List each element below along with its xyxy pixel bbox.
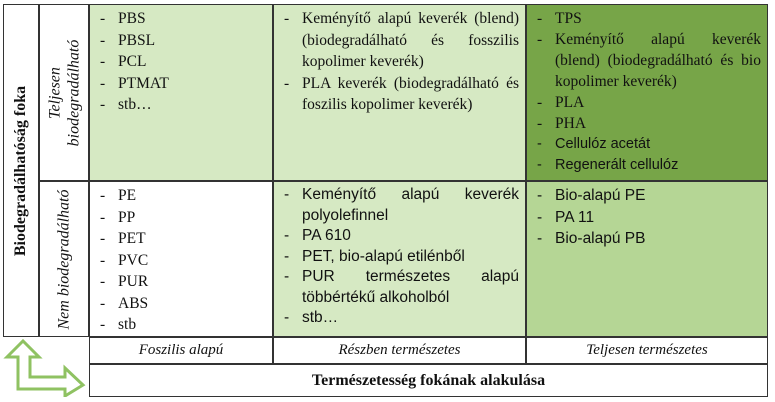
list-item: - PUR bbox=[100, 271, 266, 293]
y-axis-title: Biodegradálhatóság foka bbox=[12, 85, 29, 256]
bent-arrow-up-right-icon bbox=[3, 337, 89, 397]
list-fully-natural-biodegradable bbox=[527, 5, 767, 176]
list-item: - Keményítő alapú keverék polyolefinnel bbox=[284, 185, 519, 226]
cell-fully-natural-biodegradable bbox=[526, 4, 768, 181]
list-partly-natural-non-biodegradable bbox=[274, 182, 525, 329]
list-item: - PHA bbox=[537, 113, 761, 134]
list-item: - PP bbox=[100, 207, 266, 229]
list-item: - PA 11 bbox=[537, 207, 761, 229]
list-item: - stb bbox=[100, 314, 266, 336]
list-item: - stb… bbox=[284, 308, 519, 329]
cell-fossil-biodegradable bbox=[89, 4, 273, 181]
column-label-fossil: Foszilis alapú bbox=[89, 337, 273, 364]
cell-fossil-non-biodegradable bbox=[89, 181, 273, 337]
list-fossil-non-biodegradable bbox=[90, 182, 272, 336]
list-item: - PBSL bbox=[100, 30, 266, 52]
list-item: - PVC bbox=[100, 250, 266, 272]
list-fossil-biodegradable bbox=[90, 5, 272, 116]
row-label-cell-fully-biodegradable bbox=[39, 4, 89, 181]
list-item: - Keményítő alapú keverék (blend) (biodegradálható és bio kopolimer keverék) bbox=[537, 29, 761, 92]
list-item: - PUR természetes alapú többértékű alkoholból bbox=[284, 267, 519, 308]
list-item: - Keményítő alapú keverék (blend) (biodegradálható és fosszilis kopolimer keverék) bbox=[284, 8, 519, 73]
cell-partly-natural-biodegradable bbox=[273, 4, 526, 181]
list-item: - PBS bbox=[100, 8, 266, 30]
list-item: - stb… bbox=[100, 94, 266, 116]
list-item: - PLA keverék (biodegradálható és foszilis kopolimer keverék) bbox=[284, 73, 519, 116]
list-item: - PTMAT bbox=[100, 73, 266, 95]
list-item: - PA 610 bbox=[284, 226, 519, 247]
cell-partly-natural-non-biodegradable bbox=[273, 181, 526, 337]
row-label-non-biodegradable: Nem biodegradálható bbox=[55, 189, 73, 329]
list-fully-natural-non-biodegradable bbox=[527, 182, 767, 250]
list-item: - Cellulóz acetát bbox=[537, 134, 761, 155]
y-axis-title-cell bbox=[3, 4, 39, 337]
list-item: - Bio-alapú PE bbox=[537, 185, 761, 207]
row-label-fully-biodegradable: Teljesen biodegradálható bbox=[46, 39, 82, 146]
list-item: - PET bbox=[100, 228, 266, 250]
list-item: - ABS bbox=[100, 293, 266, 315]
list-item: - PCL bbox=[100, 51, 266, 73]
column-label-partly-natural: Részben természetes bbox=[273, 337, 526, 364]
list-item: - PLA bbox=[537, 92, 761, 113]
row-label-cell-non-biodegradable bbox=[39, 181, 89, 337]
column-label-fully-natural: Teljesen természetes bbox=[526, 337, 768, 364]
list-item: - Regenerált cellulóz bbox=[537, 155, 761, 176]
x-axis-title: Természetesség fokának alakulása bbox=[89, 364, 768, 397]
list-partly-natural-biodegradable bbox=[274, 5, 525, 116]
list-item: - PE bbox=[100, 185, 266, 207]
list-item: - Bio-alapú PB bbox=[537, 228, 761, 250]
list-item: - TPS bbox=[537, 8, 761, 29]
list-item: - PET, bio-alapú etilénből bbox=[284, 247, 519, 268]
cell-fully-natural-non-biodegradable bbox=[526, 181, 768, 337]
corner-arrow-cell bbox=[3, 337, 89, 397]
